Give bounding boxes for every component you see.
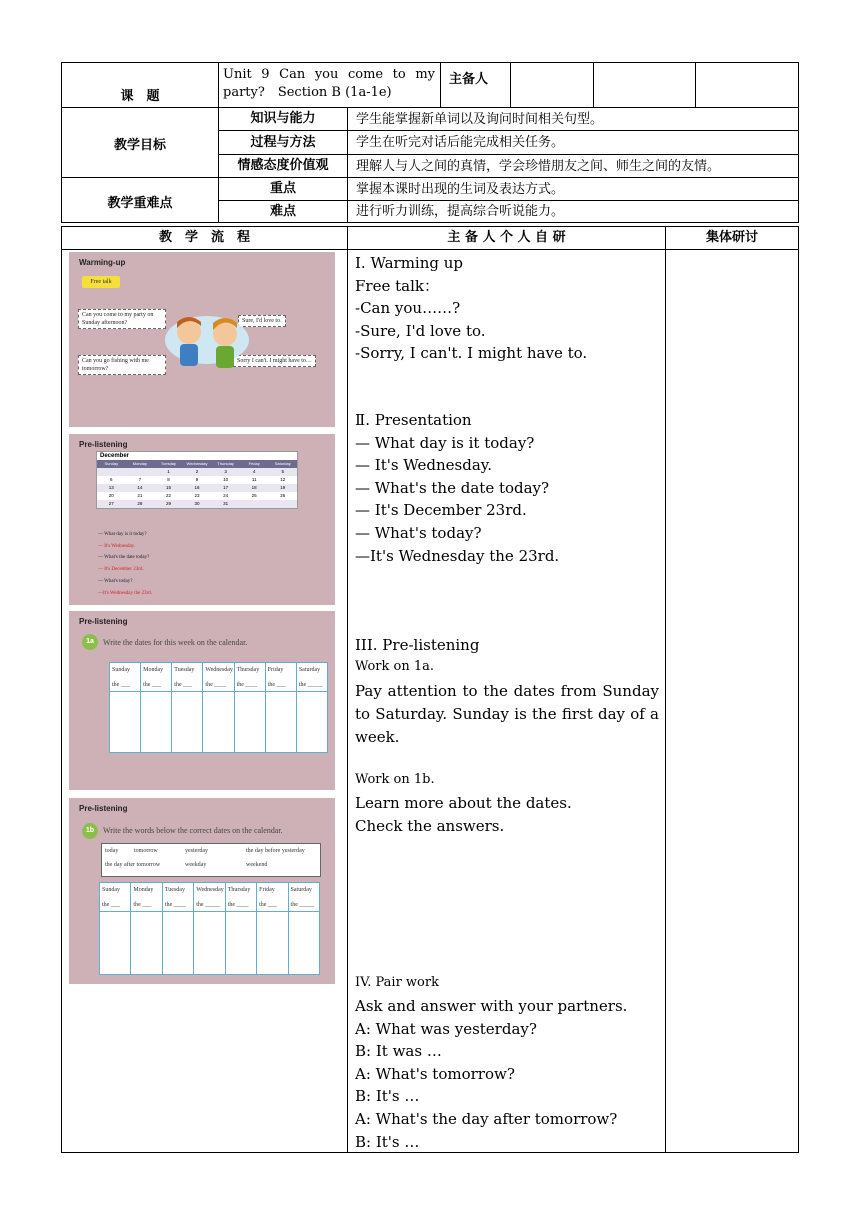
- slide-title: Pre-listening: [79, 804, 128, 813]
- column-header-group-text: 集体研讨: [705, 230, 758, 245]
- calendar-weekday: Thursday: [217, 461, 234, 466]
- calendar-date-blank: the ___: [259, 902, 277, 908]
- word-bank-item: yesterday: [185, 848, 208, 854]
- calendar-date: 20: [108, 493, 114, 498]
- calendar-date: 30: [194, 501, 200, 506]
- calendar-day-name: Friday: [267, 667, 284, 673]
- keypoint-label: 重点: [269, 181, 296, 196]
- calendar-date: [240, 500, 269, 508]
- slide-1b: [69, 798, 335, 984]
- calendar-date: 18: [251, 485, 257, 490]
- column-header-personal: [347, 226, 666, 250]
- preparer-blank-1: [510, 62, 594, 108]
- calendar-weekday: Wednesday: [186, 461, 208, 466]
- slide-calendar: [69, 434, 335, 605]
- slide-1a: [69, 611, 335, 790]
- text-line: — What's the date today?: [355, 478, 550, 497]
- topic-value-cell: [218, 62, 441, 108]
- calendar-day-name: Tuesday: [174, 667, 195, 673]
- preparer-blank-2: [593, 62, 696, 108]
- speech-bubble: Sorry I can't. I might have to…: [233, 355, 316, 367]
- calendar-date-blank: the ___: [102, 902, 120, 908]
- text-line: Ⅱ. Presentation: [355, 411, 472, 429]
- goal-label-cell: [218, 154, 348, 178]
- goal-label: 知识与能力: [250, 111, 316, 126]
- calendar-date-blank: the ___: [133, 902, 152, 908]
- slide-title: Warming-up: [79, 258, 126, 267]
- preparer-blank-3: [695, 62, 799, 108]
- calendar-date: [268, 500, 297, 508]
- speech-bubble: Sure, I'd love to.: [238, 315, 286, 327]
- keypoint-value: 掌握本课时出现的生词及表达方式。: [356, 182, 565, 197]
- calendar-date: 13: [108, 485, 114, 490]
- text-line: — What's today?: [355, 523, 482, 542]
- calendar-date: 2: [195, 469, 199, 474]
- free-talk-tag: Free talk: [82, 276, 120, 288]
- calendar-date-blank: the ___: [112, 682, 130, 688]
- calendar-day-name: Saturday: [298, 667, 321, 673]
- keypoint-label-cell: [218, 200, 348, 223]
- goal-label-cell: [218, 107, 348, 131]
- dialogue-line: — It's Wednesday.: [98, 543, 136, 549]
- calendar-date: 3: [224, 469, 227, 474]
- goals-label-cell: [61, 107, 219, 178]
- calendar-date: 31: [223, 501, 229, 506]
- work-1a-text: Pay attention to the dates from Sunday to Saturday. Sunday is the first day of a week.: [355, 682, 659, 746]
- calendar-day-column: [140, 663, 171, 752]
- goal-label: 过程与方法: [250, 135, 316, 150]
- calendar-day-column: [171, 663, 202, 752]
- text-line: B: It was …: [355, 1042, 442, 1061]
- calendar-date: 6: [110, 477, 113, 482]
- keypoints-label: 教学重难点: [107, 196, 173, 211]
- calendar-day-name: Thursday: [236, 667, 260, 673]
- calendar-day-column: [234, 663, 265, 752]
- goal-label-cell: [218, 130, 348, 155]
- work-1b-section: [355, 792, 572, 837]
- calendar-day-column: [193, 883, 224, 974]
- calendar-date-blank: the ____: [164, 902, 186, 908]
- calendar-day-name: Sunday: [102, 887, 120, 893]
- calendar-date-blank: the _____: [196, 902, 221, 908]
- week-calendar: [99, 882, 320, 975]
- text-line: B: It's …: [355, 1132, 420, 1151]
- group-column: [665, 249, 799, 1153]
- calendar-day-name: Sunday: [112, 667, 130, 673]
- warming-up-section: [355, 252, 587, 365]
- calendar-date: 23: [194, 493, 200, 498]
- calendar-date-blank: the ___: [267, 682, 286, 688]
- text-line: — It's December 23rd.: [355, 501, 527, 520]
- goals-label: 教学目标: [113, 138, 166, 153]
- text-line: A: What's the day after tomorrow?: [355, 1109, 618, 1128]
- dialogue-line: — What's today?: [98, 578, 133, 584]
- column-header-personal-text: 主 备 人 个 人 自 研: [447, 230, 566, 245]
- work-1a-label: Work on 1a.: [355, 659, 435, 674]
- calendar-row: [97, 500, 297, 508]
- calendar-date-blank: the ____: [205, 682, 227, 688]
- word-bank-item: the day before yesterday: [246, 848, 305, 854]
- text-line: A: What was yesterday?: [355, 1019, 537, 1038]
- dialogue-line: — What day is it today?: [98, 532, 147, 537]
- calendar-date: 10: [223, 477, 229, 482]
- pair-work-section: [355, 995, 627, 1153]
- keypoints-label-cell: [61, 177, 219, 223]
- calendar-row: [97, 484, 297, 492]
- topic-label-cell: [61, 62, 219, 108]
- slide-title: Pre-listening: [79, 440, 128, 449]
- calendar-date: 29: [165, 501, 171, 506]
- text-line: Ⅰ. Warming up: [355, 254, 464, 272]
- calendar-date: 21: [137, 493, 143, 498]
- calendar-date: 11: [251, 477, 257, 482]
- text-line: A: What's tomorrow?: [355, 1064, 515, 1083]
- keypoint-value: 进行听力训练，提高综合听说能力。: [356, 204, 565, 219]
- calendar-row: [97, 468, 297, 476]
- calendar-date: [97, 468, 126, 476]
- keypoint-label-cell: [218, 177, 348, 201]
- pair-work-title: IV. Pair work: [355, 975, 439, 990]
- dialogue-line: — It's December 23rd.: [98, 567, 144, 573]
- calendar-date: 7: [138, 477, 142, 482]
- calendar-weekday: Tuesday: [160, 461, 177, 466]
- word-bank: [101, 843, 321, 877]
- calendar-day-column: [256, 883, 287, 974]
- calendar-weekday: Sunday: [104, 461, 119, 466]
- prelistening-title: III. Pre-listening: [355, 636, 480, 654]
- calendar-day-column: [100, 883, 130, 974]
- calendar-day-column: [110, 663, 140, 752]
- text-line: B: It's …: [355, 1087, 420, 1106]
- goal-value-cell: [347, 107, 799, 131]
- week-calendar: [109, 662, 328, 753]
- text-line: -Sorry, I can't. I might have to.: [355, 344, 588, 362]
- calendar-day-column: [288, 883, 319, 974]
- calendar-day-name: Wednesday: [205, 667, 233, 673]
- goal-value: 学生在听完对话后能完成相关任务。: [356, 135, 565, 150]
- exercise-badge: 1a: [82, 634, 98, 650]
- calendar-date: 19: [280, 485, 286, 490]
- keypoint-label: 难点: [269, 204, 296, 219]
- calendar-day-column: [130, 883, 161, 974]
- calendar-row: [97, 476, 297, 484]
- slide-warming-up: [69, 252, 335, 427]
- calendar-date-blank: the ___: [143, 682, 161, 688]
- date-dialogue: [98, 529, 152, 599]
- calendar-date: 4: [252, 469, 256, 474]
- topic-value: Unit 9 Can you come to my party? Section B (1a-1e): [223, 67, 435, 100]
- calendar-day-column: [202, 663, 233, 752]
- calendar-month: December: [100, 453, 130, 459]
- exercise-instruction: Write the words below the correct dates on the calendar.: [103, 826, 283, 835]
- calendar-day-name: Thursday: [227, 887, 251, 893]
- calendar-date: 26: [280, 493, 286, 498]
- calendar-day-column: [225, 883, 256, 974]
- december-calendar: [96, 451, 298, 509]
- text-line: Learn more about the dates.: [355, 794, 572, 812]
- word-bank-item: weekend: [246, 862, 268, 868]
- calendar-date: 27: [108, 501, 114, 506]
- text-line: —It's Wednesday the 23rd.: [355, 546, 560, 565]
- word-bank-item: weekday: [185, 862, 207, 868]
- calendar-date-blank: the ____: [236, 682, 258, 688]
- column-header-flow: [61, 226, 348, 250]
- calendar-date: 14: [137, 485, 143, 490]
- speech-bubble: Can you come to my party on Sunday afternoon?: [78, 309, 166, 329]
- slide-title: Pre-listening: [79, 617, 128, 626]
- column-header-flow-text: 教 学 流 程: [158, 230, 250, 245]
- calendar-weekday: Saturday: [274, 461, 291, 466]
- word-bank-item: tomorrow: [134, 848, 158, 854]
- calendar-day-name: Monday: [143, 667, 164, 673]
- text-line: — It's Wednesday.: [355, 456, 493, 475]
- calendar-date: 25: [251, 493, 257, 498]
- presentation-section: [355, 409, 559, 567]
- calendar-date-blank: the _____: [290, 902, 315, 908]
- calendar-date-blank: the ___: [174, 682, 193, 688]
- calendar-date: 16: [194, 485, 200, 490]
- two-boys-illustration: [162, 310, 252, 380]
- calendar-day-column: [296, 663, 327, 752]
- calendar-date: 12: [280, 477, 286, 482]
- word-bank-item: today: [105, 848, 119, 854]
- calendar-day-column: [265, 663, 296, 752]
- calendar-row: [97, 492, 297, 500]
- calendar-date: 9: [195, 477, 199, 482]
- goal-value: 学生能掌握新单词以及询问时间相关句型。: [356, 112, 604, 127]
- keypoint-value-cell: [347, 200, 799, 223]
- exercise-badge: 1b: [82, 823, 98, 839]
- goal-label: 情感态度价值观: [237, 158, 329, 173]
- work-1b-label: Work on 1b.: [355, 772, 435, 787]
- calendar-date: 1: [167, 469, 170, 474]
- text-line: -Sure, I'd love to.: [355, 321, 486, 340]
- calendar-date: 22: [165, 493, 171, 498]
- text-line: Ask and answer with your partners.: [355, 997, 628, 1015]
- speech-bubble: Can you go fishing with me tomorrow?: [78, 355, 166, 375]
- preparer-label: 主备人: [449, 72, 489, 87]
- calendar-day-name: Friday: [259, 887, 275, 893]
- calendar-day-name: Monday: [133, 887, 154, 893]
- calendar-date-blank: the ____: [227, 902, 249, 908]
- calendar-date: 28: [137, 501, 143, 506]
- calendar-dates: [97, 468, 297, 508]
- word-bank-item: the day after tomorrow: [105, 862, 161, 868]
- goal-value-cell: [347, 154, 799, 178]
- goal-value: 理解人与人之间的真情，学会珍惜朋友之间、师生之间的友情。: [356, 159, 721, 174]
- calendar-date: 17: [223, 485, 229, 490]
- text-line: Free talk：: [355, 276, 439, 295]
- calendar-date: 15: [165, 485, 171, 490]
- calendar-weekday: Friday: [248, 461, 260, 466]
- calendar-date: 24: [223, 493, 229, 498]
- calendar-date: [126, 468, 155, 476]
- calendar-day-name: Saturday: [290, 887, 312, 893]
- topic-label: 课 题: [120, 89, 160, 104]
- column-header-group: [665, 226, 799, 250]
- dialogue-line: —It's Wednesday the 23rd.: [98, 590, 153, 596]
- text-line: Check the answers.: [355, 816, 505, 835]
- dialogue-line: — What's the date today?: [98, 555, 150, 561]
- calendar-day-name: Wednesday: [196, 887, 224, 893]
- keypoint-value-cell: [347, 177, 799, 201]
- text-line: -Can you……?: [355, 299, 461, 317]
- goal-value-cell: [347, 130, 799, 155]
- calendar-date-blank: the _____: [298, 682, 323, 688]
- preparer-label-cell: [440, 62, 511, 108]
- calendar-weekdays: [97, 460, 297, 468]
- calendar-day-name: Tuesday: [164, 887, 185, 893]
- calendar-day-column: [162, 883, 193, 974]
- calendar-date: 5: [281, 469, 285, 474]
- exercise-instruction: Write the dates for this week on the calendar.: [103, 638, 248, 647]
- calendar-weekday: Monday: [132, 461, 147, 466]
- text-line: — What day is it today?: [355, 433, 535, 452]
- calendar-date: 8: [167, 477, 170, 482]
